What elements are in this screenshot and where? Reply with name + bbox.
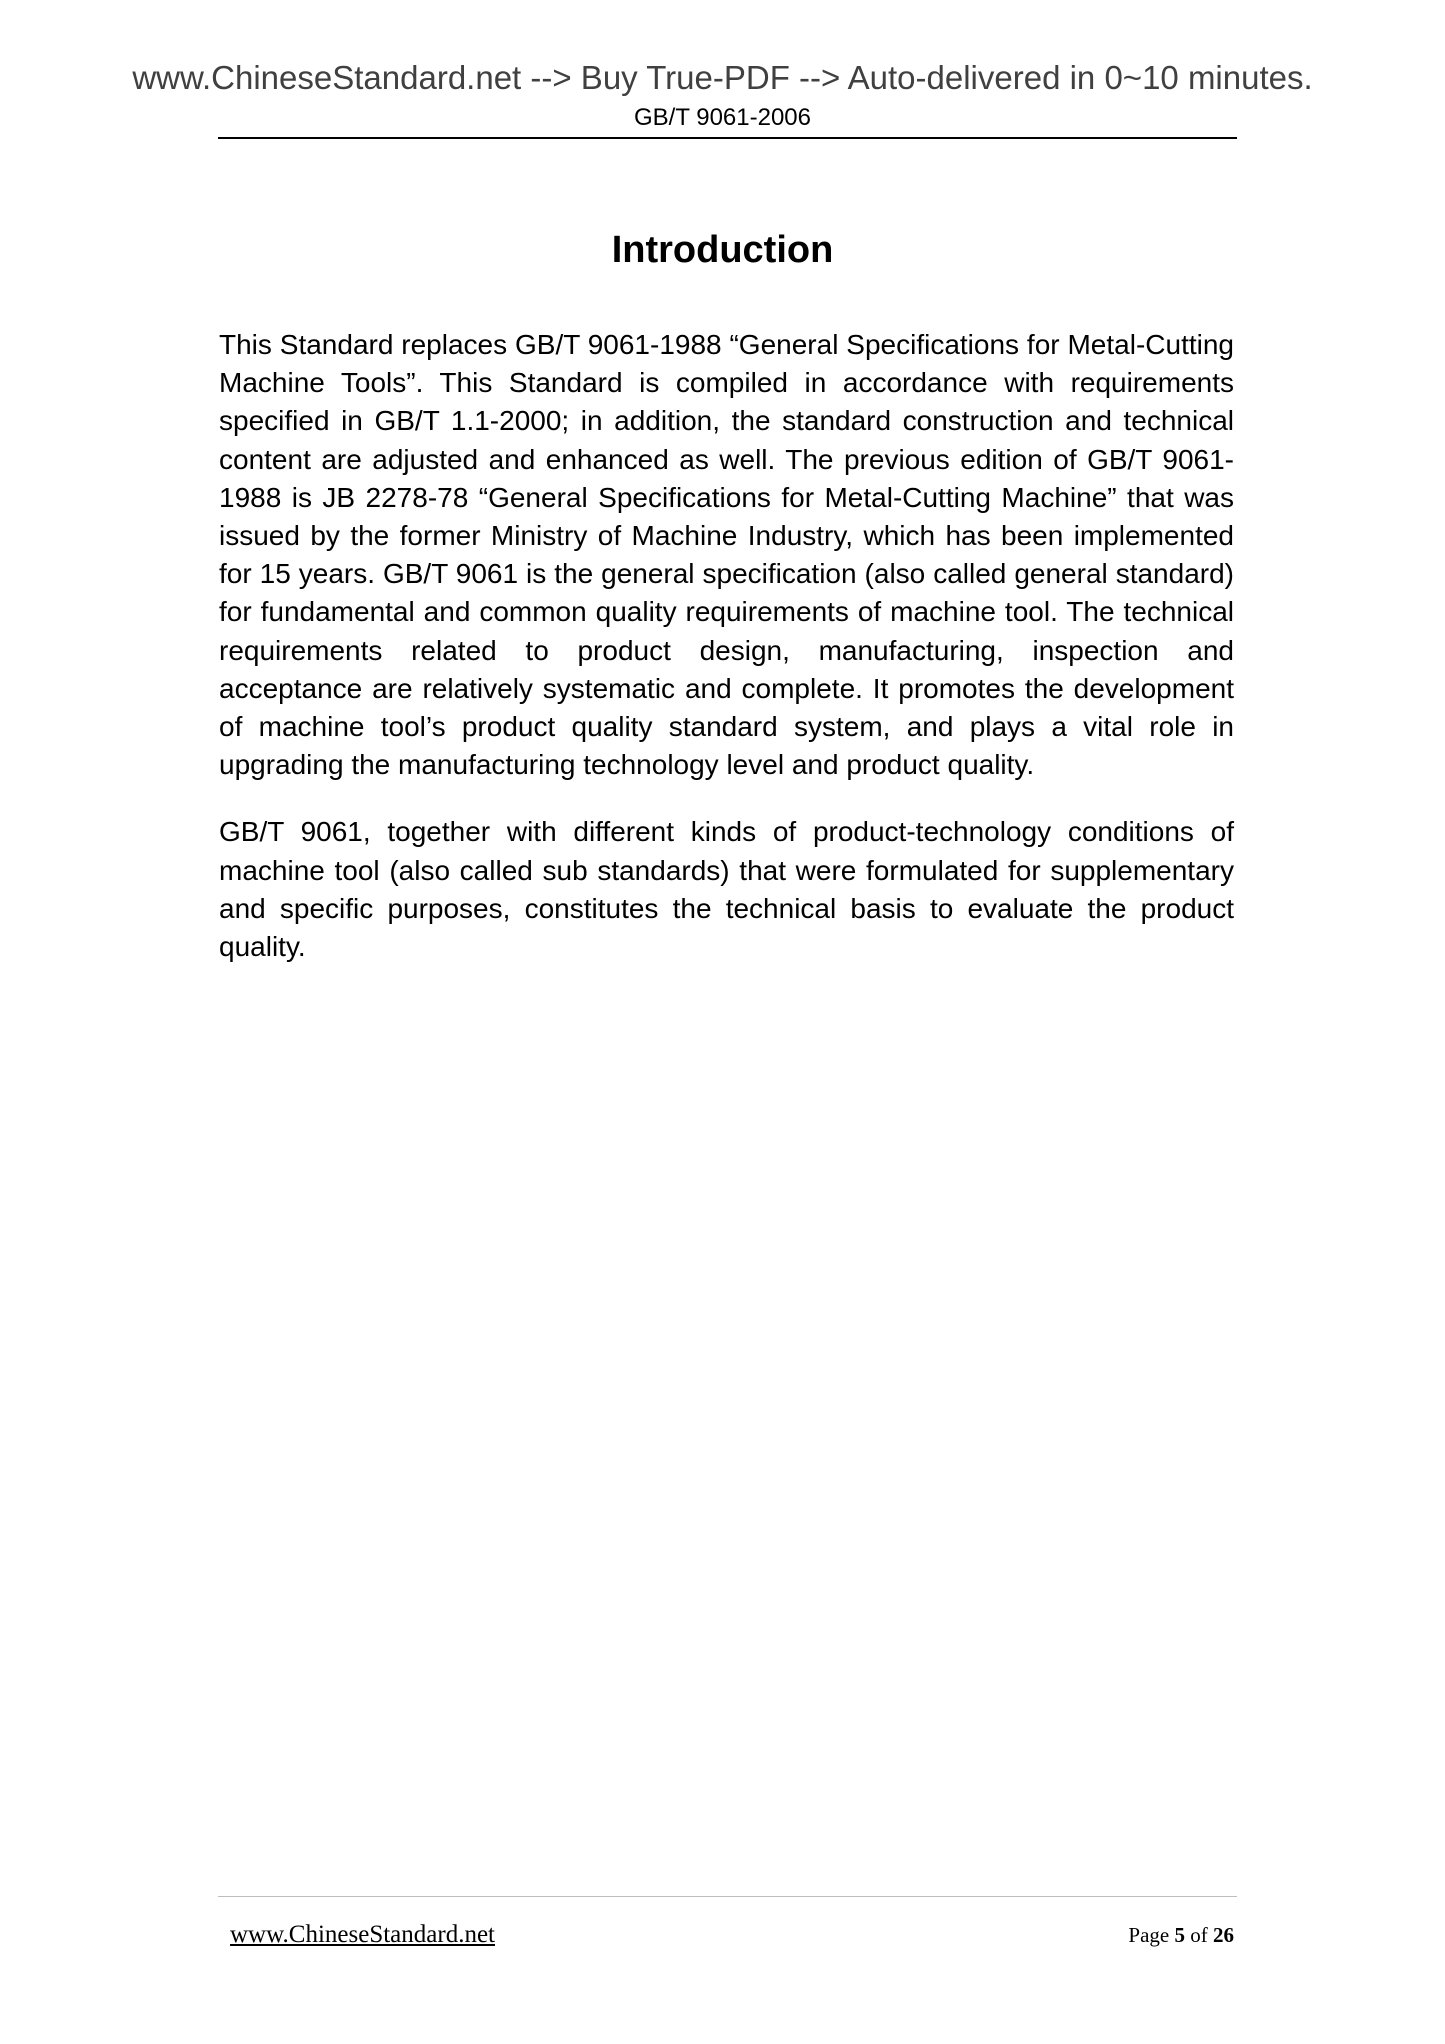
paragraph: This Standard replaces GB/T 9061-1988 “General Specifications for Metal-Cutting Machine Tools”. This Standard is compiled in accordance with requirements specified in GB/T 1.1-2000; in addition, the standard construction and technical content are adjusted and enhanced as well. The previous edition of GB/T 9061-1988 is JB 2278-78 “General Specifications for Metal-Cutting Machine” that was issued by the former Ministry of Machine Industry, which has been implemented for 15 years. GB/T 9061 is the general specification (also called general standard) for fundamental and common quality requirements of machine tool. The technical requirements related to product design, manufacturing, inspection and acceptance are relatively systematic and complete. It promotes the development of machine tool’s product quality standard system, and plays a vital role in upgrading the manufacturing technology level and product quality. <box>219 329 1234 781</box>
page-total: 26 <box>1213 1923 1234 1947</box>
page-number <box>1128 1920 1234 1950</box>
page-current: 5 <box>1174 1923 1185 1947</box>
document-code: GB/T 9061-2006 <box>633 104 811 131</box>
body-text <box>219 326 1234 995</box>
page-of-label: of <box>1190 1923 1208 1947</box>
page-label: Page <box>1128 1923 1170 1947</box>
header-divider <box>218 137 1237 139</box>
footer-site-link[interactable]: www.ChineseStandard.net <box>230 1921 495 1948</box>
paragraph: GB/T 9061, together with different kinds of product-technology conditions of machine tool (also called sub standards) that were formulated for supplementary and specific purposes, constitutes the technical basis to evaluate the product quality. <box>219 816 1234 963</box>
page-title: Introduction <box>611 229 834 271</box>
header-banner: www.ChineseStandard.net --> Buy True-PDF --> Auto-delivered in 0~10 minutes. <box>132 59 1313 96</box>
footer-divider <box>218 1896 1237 1897</box>
